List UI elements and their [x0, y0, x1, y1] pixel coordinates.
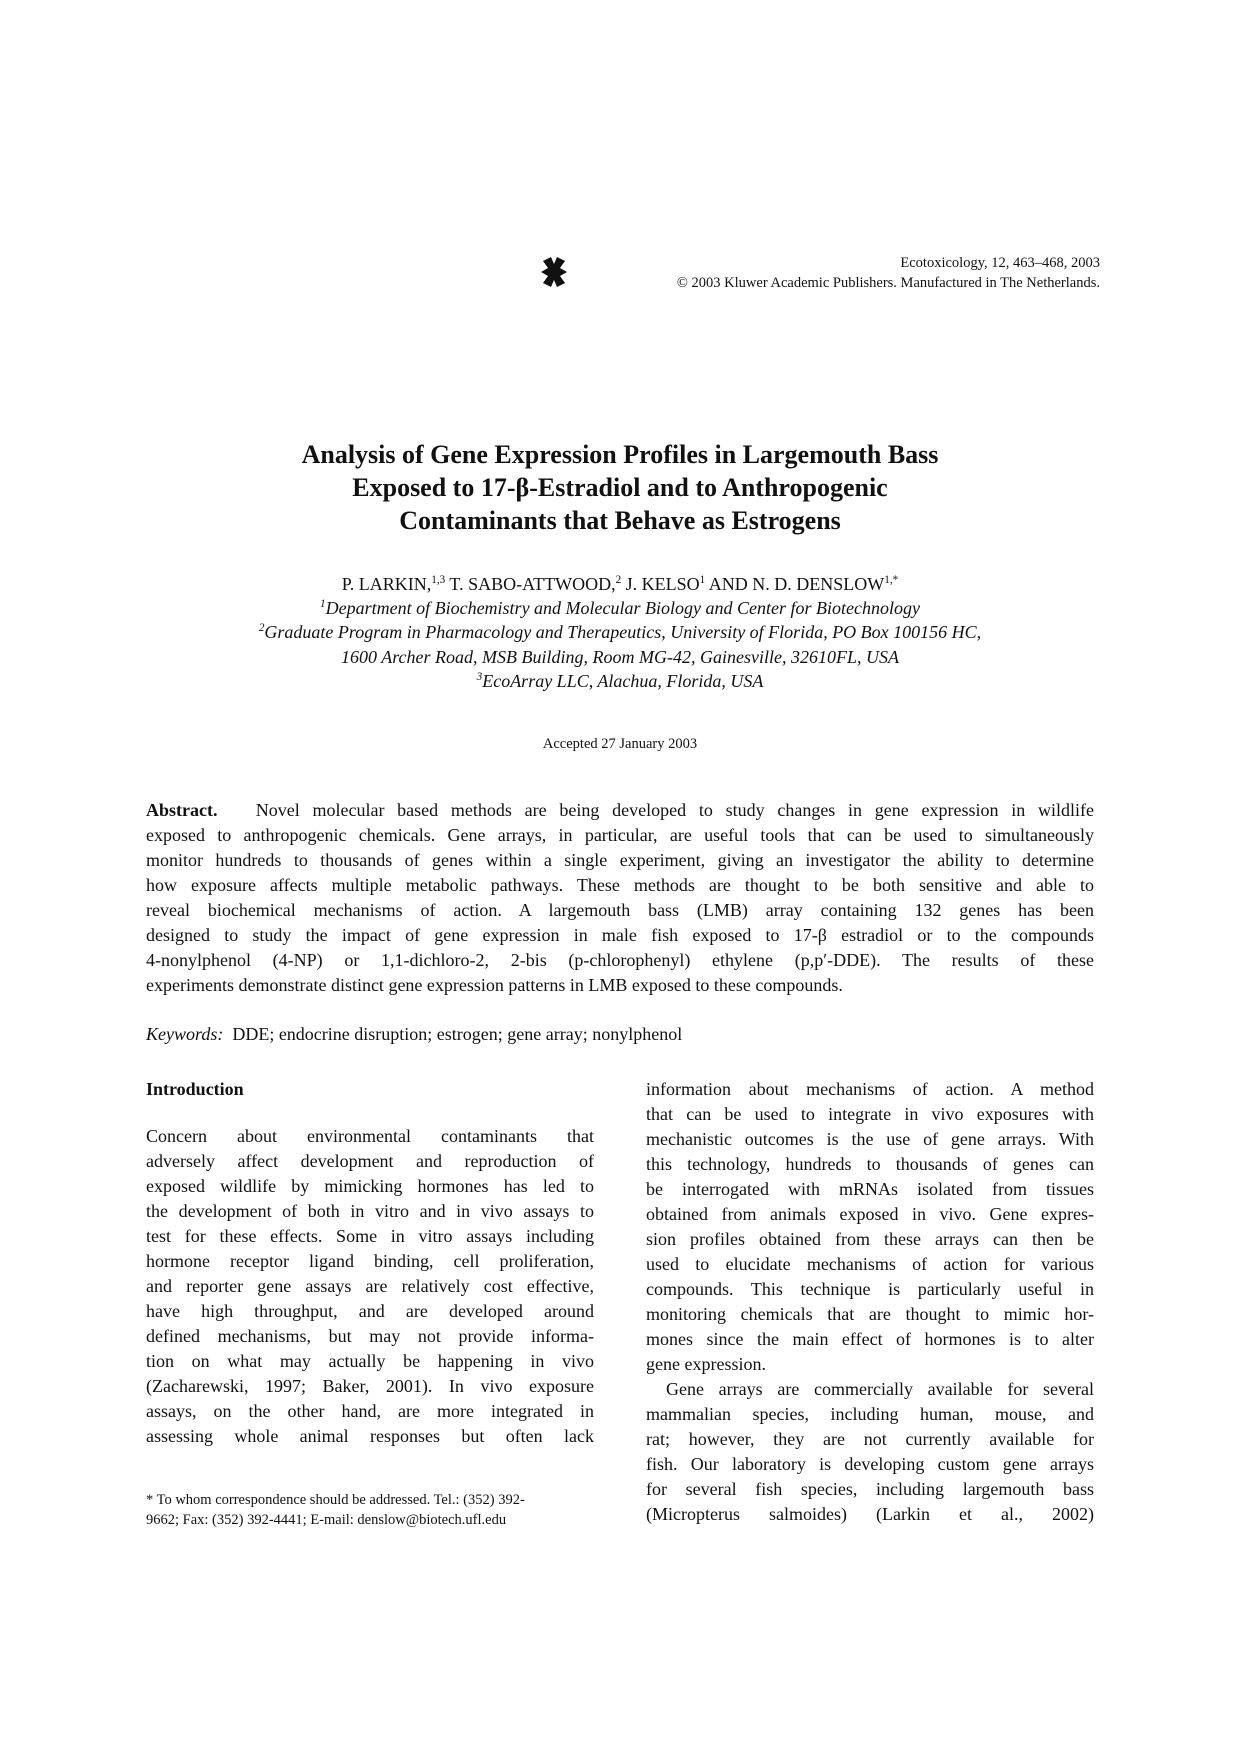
journal-header: [540, 253, 1100, 293]
abstract-line: monitor hundreds to thousands of genes within a single experiment, giving an investigator the ability to determine: [146, 850, 1094, 870]
affiliation-2: [0, 620, 1240, 644]
affiliation-marker: 2: [258, 622, 265, 634]
body-line: be interrogated with mRNAs isolated from tissues: [646, 1179, 1094, 1199]
affiliation-marker: 3: [476, 671, 483, 683]
section-heading-introduction: Introduction: [146, 1079, 244, 1099]
affiliation-text: 1600 Archer Road, MSB Building, Room MG-42, Gainesville, 32610FL, USA: [341, 647, 899, 667]
affiliation-marker: 1: [320, 598, 326, 610]
body-line: monitoring chemicals that are thought to mimic hor-: [646, 1304, 1094, 1324]
body-line: the development of both in vitro and in vivo assays to: [146, 1201, 594, 1221]
abstract-line: 4-nonylphenol (4-NP) or 1,1-dichloro-2, 2-bis (p-chlorophenyl) ethylene (p,p′-DDE). The results of these: [146, 950, 1094, 970]
body-line: exposed wildlife by mimicking hormones has led to: [146, 1176, 594, 1196]
body-line: sion profiles obtained from these arrays can then be: [646, 1229, 1094, 1249]
body-line: (Zacharewski, 1997; Baker, 2001). In vivo exposure: [146, 1376, 594, 1396]
abstract-line: experiments demonstrate distinct gene expression patterns in LMB exposed to these compounds.: [146, 975, 843, 995]
footnote-line: * To whom correspondence should be addressed. Tel.: (352) 392-: [146, 1492, 525, 1508]
body-line: mechanistic outcomes is the use of gene arrays. With: [646, 1129, 1094, 1149]
body-line: gene expression.: [646, 1354, 766, 1374]
body-line: defined mechanisms, but may not provide informa-: [146, 1326, 594, 1346]
keywords-label: Keywords:: [146, 1024, 224, 1044]
body-line: compounds. This technique is particularly useful in: [646, 1279, 1094, 1299]
affiliation-text: Department of Biochemistry and Molecular Biology and Center for Biotechnology: [325, 598, 920, 618]
affiliation-2-address: [0, 645, 1240, 669]
body-line: test for these effects. Some in vitro assays including: [146, 1226, 594, 1246]
author-name: T. SABO-ATTWOOD,: [445, 574, 616, 594]
author-list: [0, 572, 1240, 596]
abstract-line-text: Novel molecular based methods are being developed to study changes in gene expression in wildlife: [255, 800, 1095, 820]
author-affiliation-marker: 1,*: [884, 574, 899, 586]
keywords-text: DDE; endocrine disruption; estrogen; gene array; nonylphenol: [232, 1024, 683, 1044]
publisher-logo-icon: [540, 255, 568, 289]
body-line: (Micropterus salmoides) (Larkin et al., 2002): [646, 1504, 1094, 1524]
body-line: for several fish species, including largemouth bass: [646, 1479, 1094, 1499]
paper-title-line-2: Exposed to 17-β-Estradiol and to Anthropogenic: [352, 473, 888, 502]
paper-title-line-3: Contaminants that Behave as Estrogens: [399, 506, 841, 535]
body-line: have high throughput, and are developed around: [146, 1301, 594, 1321]
abstract-line: [146, 798, 1094, 822]
body-line: obtained from animals exposed in vivo. Gene expres-: [646, 1204, 1094, 1224]
paper-title-line-1: Analysis of Gene Expression Profiles in Largemouth Bass: [301, 440, 939, 469]
body-line: and reporter gene assays are relatively cost effective,: [146, 1276, 594, 1296]
keywords: [146, 1022, 682, 1046]
author-name: J. KELSO: [621, 574, 700, 594]
affiliation-text: Graduate Program in Pharmacology and Therapeutics, University of Florida, PO Box 100156 HC,: [264, 622, 982, 642]
author-affiliation-marker: 2: [615, 574, 622, 586]
journal-citation: Ecotoxicology, 12, 463–468, 2003: [900, 255, 1100, 271]
body-line: used to elucidate mechanisms of action for various: [646, 1254, 1094, 1274]
abstract-label: Abstract.: [146, 800, 218, 820]
body-line: assays, on the other hand, are more integrated in: [146, 1401, 594, 1421]
author-affiliation-marker: 1,3: [431, 574, 446, 586]
author-affiliation-marker: 1: [699, 574, 706, 586]
accepted-date: Accepted 27 January 2003: [542, 736, 698, 752]
body-line: Concern about environmental contaminants that: [146, 1126, 594, 1146]
body-line: assessing whole animal responses but often lack: [146, 1426, 594, 1446]
footnote-line: 9662; Fax: (352) 392-4441; E-mail: denslow@biotech.ufl.edu: [146, 1512, 507, 1528]
affiliation-text: EcoArray LLC, Alachua, Florida, USA: [482, 671, 764, 691]
body-line: this technology, hundreds to thousands of genes can: [646, 1154, 1094, 1174]
abstract-line: designed to study the impact of gene expression in male fish exposed to 17-β estradiol or to the compounds: [146, 925, 1094, 945]
abstract-line: exposed to anthropogenic chemicals. Gene arrays, in particular, are useful tools that can be used to simultaneously: [146, 825, 1094, 845]
body-line: hormone receptor ligand binding, cell proliferation,: [146, 1251, 594, 1271]
abstract-line: reveal biochemical mechanisms of action. A largemouth bass (LMB) array containing 132 genes has been: [146, 900, 1094, 920]
body-line: rat; however, they are not currently available for: [646, 1429, 1094, 1449]
copyright-line: © 2003 Kluwer Academic Publishers. Manufactured in The Netherlands.: [676, 275, 1100, 291]
body-line: that can be used to integrate in vivo exposures with: [646, 1104, 1094, 1124]
body-line: mammalian species, including human, mouse, and: [646, 1404, 1094, 1424]
body-line: fish. Our laboratory is developing custom gene arrays: [646, 1454, 1094, 1474]
affiliation-3: [0, 669, 1240, 693]
body-line: information about mechanisms of action. A method: [646, 1079, 1094, 1099]
author-name: P. LARKIN,: [341, 574, 432, 594]
affiliation-1: [0, 596, 1240, 620]
body-line: adversely affect development and reproduction of: [146, 1151, 594, 1171]
body-line: mones since the main effect of hormones is to alter: [646, 1329, 1094, 1349]
body-line: tion on what may actually be happening in vivo: [146, 1351, 594, 1371]
author-name: AND N. D. DENSLOW: [705, 574, 885, 594]
abstract-line: how exposure affects multiple metabolic pathways. These methods are thought to be both sensitive and able to: [146, 875, 1094, 895]
body-line: Gene arrays are commercially available for several: [666, 1379, 1094, 1399]
